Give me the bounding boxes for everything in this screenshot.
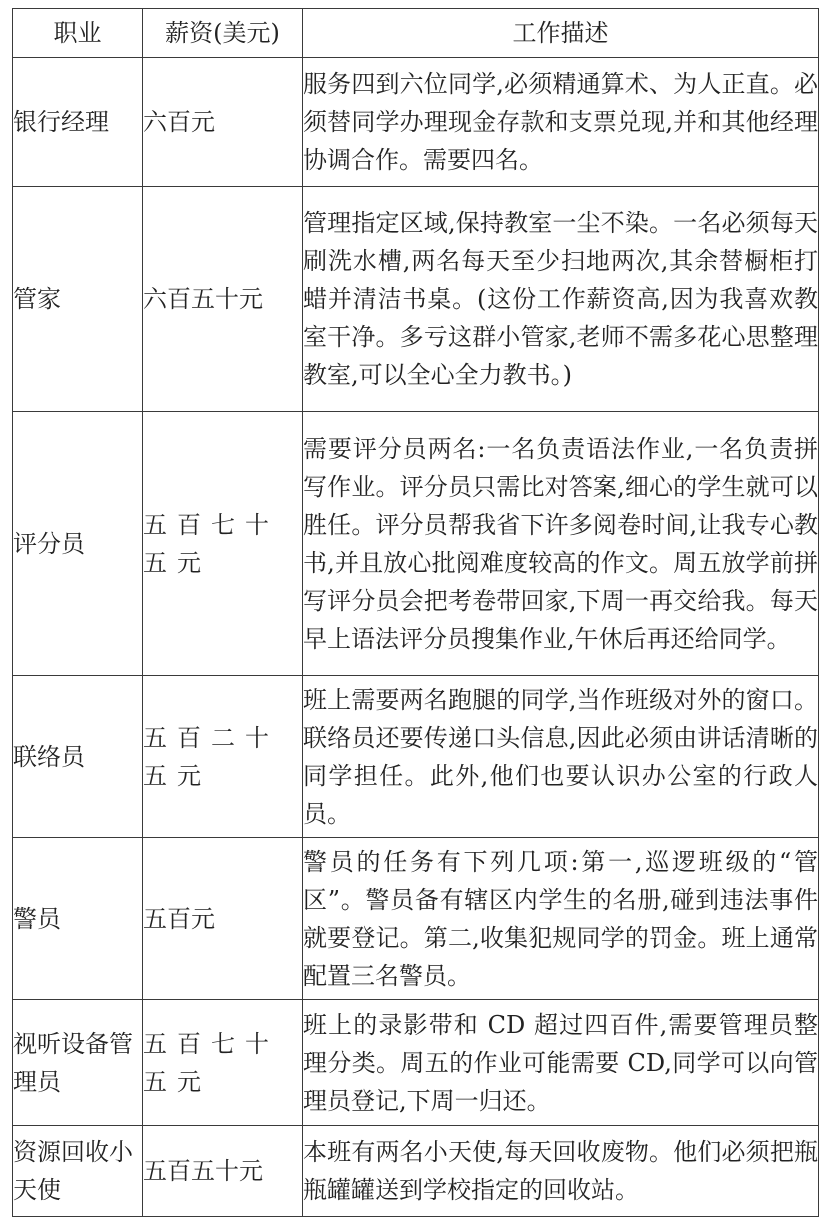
salary-cell: 五百七十五元 bbox=[143, 1000, 303, 1126]
description-cell: 班上需要两名跑腿的同学,当作班级对外的窗口。联络员还要传递口头信息,因此必须由讲话清晰的同学担任。此外,他们也要认识办公室的行政人员。 bbox=[303, 676, 819, 838]
job-cell: 联络员 bbox=[13, 676, 143, 838]
table-row bbox=[13, 1000, 819, 1126]
description-cell: 服务四到六位同学,必须精通算术、为人正直。必须替同学办理现金存款和支票兑现,并和其他经理协调合作。需要四名。 bbox=[303, 58, 819, 187]
table-header-row bbox=[13, 9, 819, 58]
salary-cell: 六百五十元 bbox=[143, 187, 303, 412]
table-row bbox=[13, 412, 819, 676]
description-cell: 班上的录影带和 CD 超过四百件,需要管理员整理分类。周五的作业可能需要 CD,同学可以向管理员登记,下周一归还。 bbox=[303, 1000, 819, 1126]
salary-cell: 五百七十五元 bbox=[143, 412, 303, 676]
salary-cell: 五百五十元 bbox=[143, 1126, 303, 1217]
job-cell: 资源回收小天使 bbox=[13, 1126, 143, 1217]
job-cell: 警员 bbox=[13, 838, 143, 1000]
job-cell: 银行经理 bbox=[13, 58, 143, 187]
jobs-table bbox=[12, 8, 819, 1217]
description-cell: 需要评分员两名:一名负责语法作业,一名负责拼写作业。评分员只需比对答案,细心的学生就可以胜任。评分员帮我省下许多阅卷时间,让我专心教书,并且放心批阅难度较高的作文。周五放学前拼写评分员会把考卷带回家,下周一再交给我。每天早上语法评分员搜集作业,午休后再还给同学。 bbox=[303, 412, 819, 676]
salary-cell: 五百元 bbox=[143, 838, 303, 1000]
header-job: 职业 bbox=[13, 9, 143, 58]
table-row bbox=[13, 676, 819, 838]
salary-cell: 五百二十五元 bbox=[143, 676, 303, 838]
job-cell: 管家 bbox=[13, 187, 143, 412]
description-cell: 本班有两名小天使,每天回收废物。他们必须把瓶瓶罐罐送到学校指定的回收站。 bbox=[303, 1126, 819, 1217]
description-cell: 管理指定区域,保持教室一尘不染。一名必须每天刷洗水槽,两名每天至少扫地两次,其余替橱柜打蜡并清洁书桌。(这份工作薪资高,因为我喜欢教室干净。多亏这群小管家,老师不需多花心思整理教室,可以全心全力教书。) bbox=[303, 187, 819, 412]
header-description: 工作描述 bbox=[303, 9, 819, 58]
table-row bbox=[13, 1126, 819, 1217]
salary-cell: 六百元 bbox=[143, 58, 303, 187]
table-row bbox=[13, 187, 819, 412]
table-row bbox=[13, 838, 819, 1000]
description-cell: 警员的任务有下列几项:第一,巡逻班级的“管区”。警员备有辖区内学生的名册,碰到违法事件就要登记。第二,收集犯规同学的罚金。班上通常配置三名警员。 bbox=[303, 838, 819, 1000]
job-cell: 评分员 bbox=[13, 412, 143, 676]
job-cell: 视听设备管理员 bbox=[13, 1000, 143, 1126]
header-salary: 薪资(美元) bbox=[143, 9, 303, 58]
table-row bbox=[13, 58, 819, 187]
